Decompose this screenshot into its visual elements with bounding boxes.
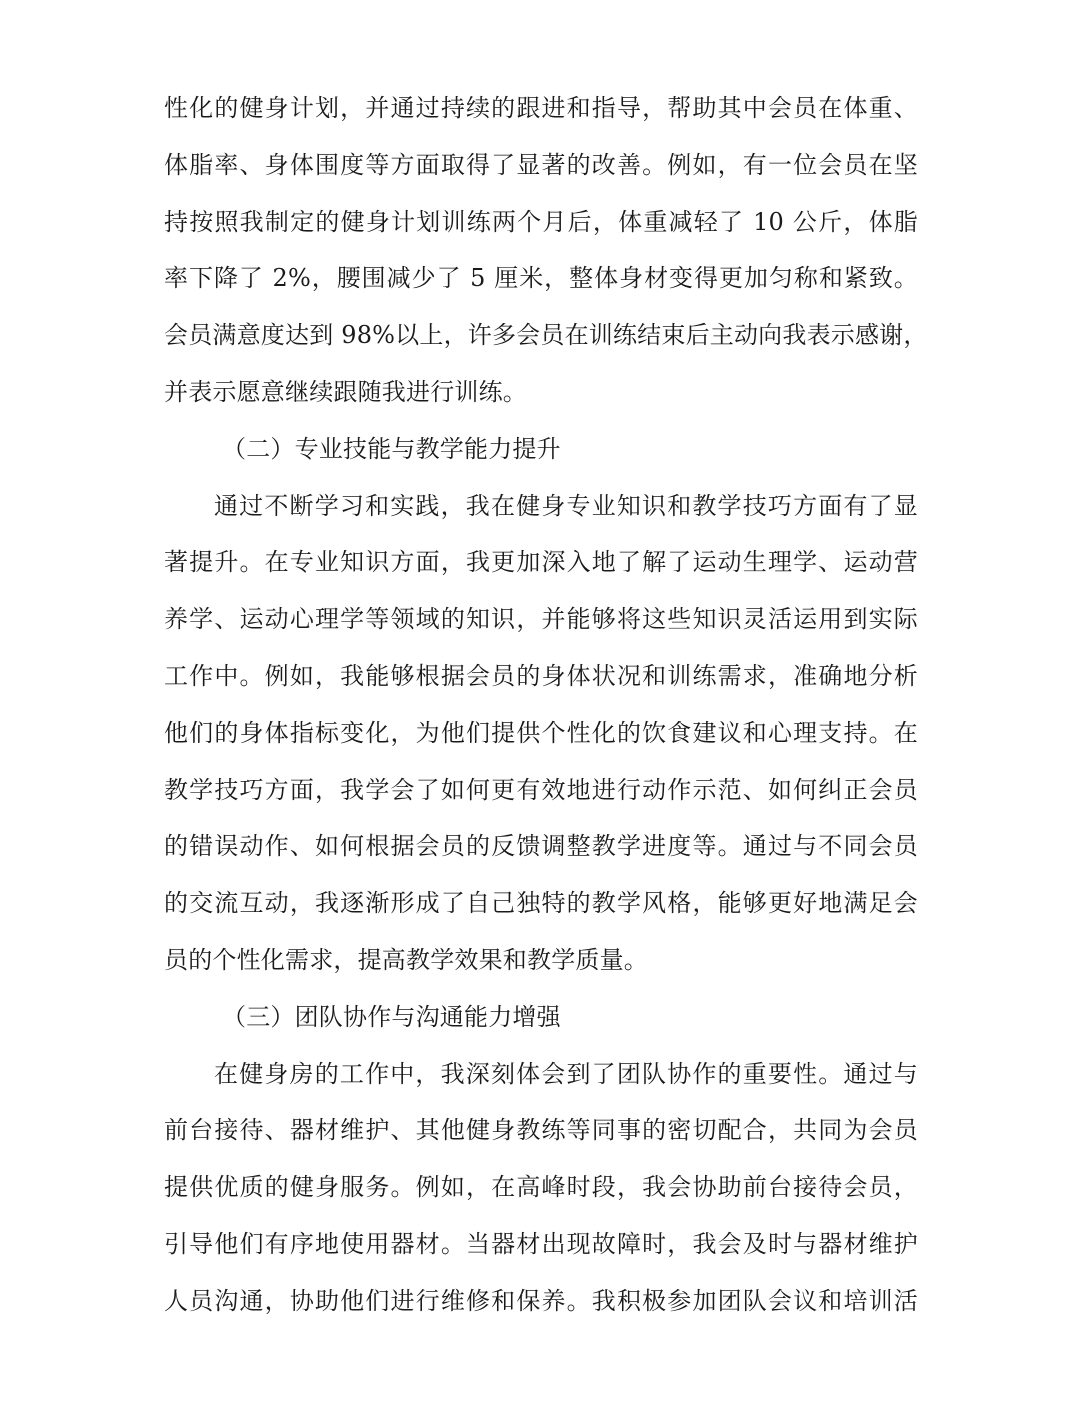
text-line: 的错误动作、如何根据会员的反馈调整教学进度等。通过与不同会员 [164, 832, 918, 861]
paragraph-teamwork [164, 1046, 918, 1330]
text-line: 提供优质的健身服务。例如，在高峰时段，我会协助前台接待会员， [164, 1173, 918, 1202]
text-line: 他们的身体指标变化，为他们提供个性化的饮食建议和心理支持。在 [164, 718, 918, 747]
text-line: 率下降了 2%，腰围减少了 5 厘米，整体身材变得更加匀称和紧致。 [164, 264, 918, 293]
text-line: 通过不断学习和实践，我在健身专业知识和教学技巧方面有了显 [214, 491, 918, 520]
text-line: 工作中。例如，我能够根据会员的身体状况和训练需求，准确地分析 [164, 661, 918, 690]
text-line: 教学技巧方面，我学会了如何更有效地进行动作示范、如何纠正会员 [164, 775, 918, 804]
text-line: 体脂率、身体围度等方面取得了显著的改善。例如，有一位会员在坚 [164, 150, 918, 179]
text-line: 前台接待、器材维护、其他健身教练等同事的密切配合，共同为会员 [164, 1116, 918, 1145]
text-line: 持按照我制定的健身计划训练两个月后，体重减轻了 10 公斤，体脂 [164, 207, 918, 236]
text-line: 的交流互动，我逐渐形成了自己独特的教学风格，能够更好地满足会 [164, 889, 918, 918]
text-line: 并表示愿意继续跟随我进行训练。 [164, 377, 527, 406]
paragraph-skills [164, 478, 918, 989]
document-page [164, 80, 928, 1330]
text-line: 员的个性化需求，提高教学效果和教学质量。 [164, 945, 648, 974]
section-heading-3: （三）团队协作与沟通能力增强 [222, 1002, 561, 1031]
text-line: 在健身房的工作中，我深刻体会到了团队协作的重要性。通过与 [214, 1059, 918, 1088]
paragraph-results [164, 80, 928, 421]
text-line: 引导他们有序地使用器材。当器材出现故障时，我会及时与器材维护 [164, 1229, 918, 1258]
text-line: 养学、运动心理学等领域的知识，并能够将这些知识灵活运用到实际 [164, 605, 918, 634]
text-line: 性化的健身计划，并通过持续的跟进和指导，帮助其中会员在体重、 [164, 94, 918, 122]
section-heading-2: （二）专业技能与教学能力提升 [222, 434, 561, 463]
text-line: 人员沟通，协助他们进行维修和保养。我积极参加团队会议和培训活 [164, 1286, 918, 1315]
text-line: 会员满意度达到 98%以上，许多会员在训练结束后主动向我表示感谢， [164, 321, 928, 350]
text-line: 著提升。在专业知识方面，我更加深入地了解了运动生理学、运动营 [164, 548, 918, 577]
